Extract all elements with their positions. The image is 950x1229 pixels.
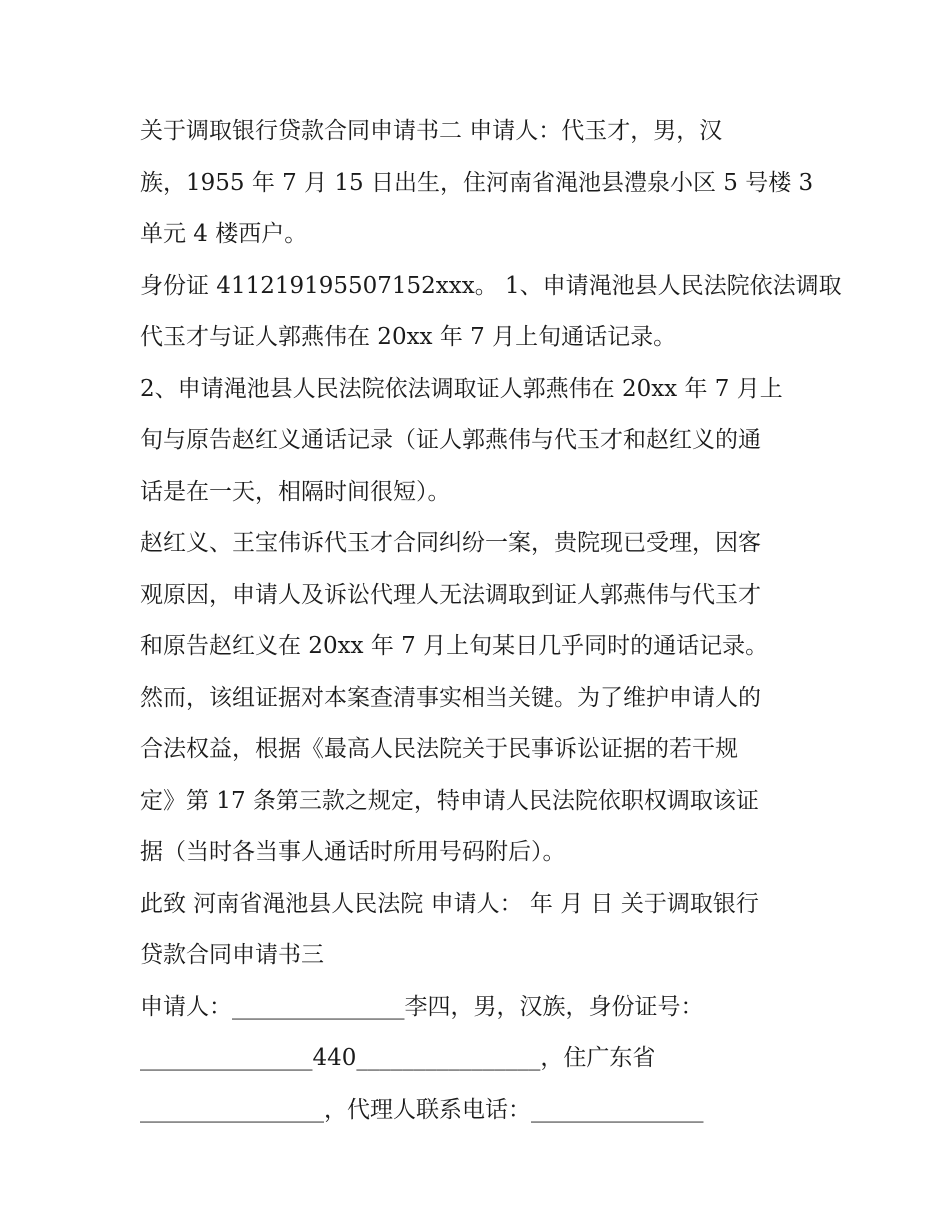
text-line: _______________440________________，住广东省: [140, 1045, 656, 1071]
text-line: 旬与原告赵红义通话记录（证人郭燕伟与代玉才和赵红义的通: [140, 427, 761, 453]
text-line: 此致 河南省渑池县人民法院 申请人： 年 月 日 关于调取银行: [140, 890, 759, 917]
text-line: 据（当时各当事人通话时所用号码附后）。: [140, 839, 566, 865]
text-line: 赵红义、王宝伟诉代玉才合同纠纷一案，贵院现已受理，因客: [140, 530, 761, 556]
text-line: 代玉才与证人郭燕伟在 20xx 年 7 月上旬通话记录。: [140, 324, 677, 350]
text-line: 和原告赵红义在 20xx 年 7 月上旬某日几乎同时的通话记录。: [140, 633, 769, 659]
text-line: 贷款合同申请书三: [140, 942, 324, 968]
text-line: 话是在一天，相隔时间很短）。: [140, 478, 451, 505]
document-body: [140, 108, 842, 1138]
text-line: 族，1955 年 7 月 15 日出生，住河南省渑池县澧泉小区 5 号楼 3: [140, 169, 814, 196]
text-line: 定》第 17 条第三款之规定，特申请人民法院依职权调取该证: [140, 787, 759, 814]
text-line: 观原因，申请人及诉讼代理人无法调取到证人郭燕伟与代玉才: [140, 581, 761, 608]
text-line: 身份证 411219195507152xxx。 1、申请渑池县人民法院依法调取: [140, 272, 842, 299]
text-line: 单元 4 楼西户。: [140, 221, 308, 247]
text-line: 合法权益，根据《最高人民法院关于民事诉讼证据的若干规: [140, 736, 738, 762]
text-line: ________________，代理人联系电话：_______________: [140, 1096, 704, 1123]
text-line: 关于调取银行贷款合同申请书二 申请人：代玉才，男，汉: [140, 118, 723, 144]
text-line: 2、申请渑池县人民法院依法调取证人郭燕伟在 20xx 年 7 月上: [140, 375, 783, 402]
text-line: 然而，该组证据对本案查清事实相当关键。为了维护申请人的: [140, 684, 761, 711]
text-line: 申请人：_______________李四，男，汉族，身份证号：: [140, 993, 704, 1020]
